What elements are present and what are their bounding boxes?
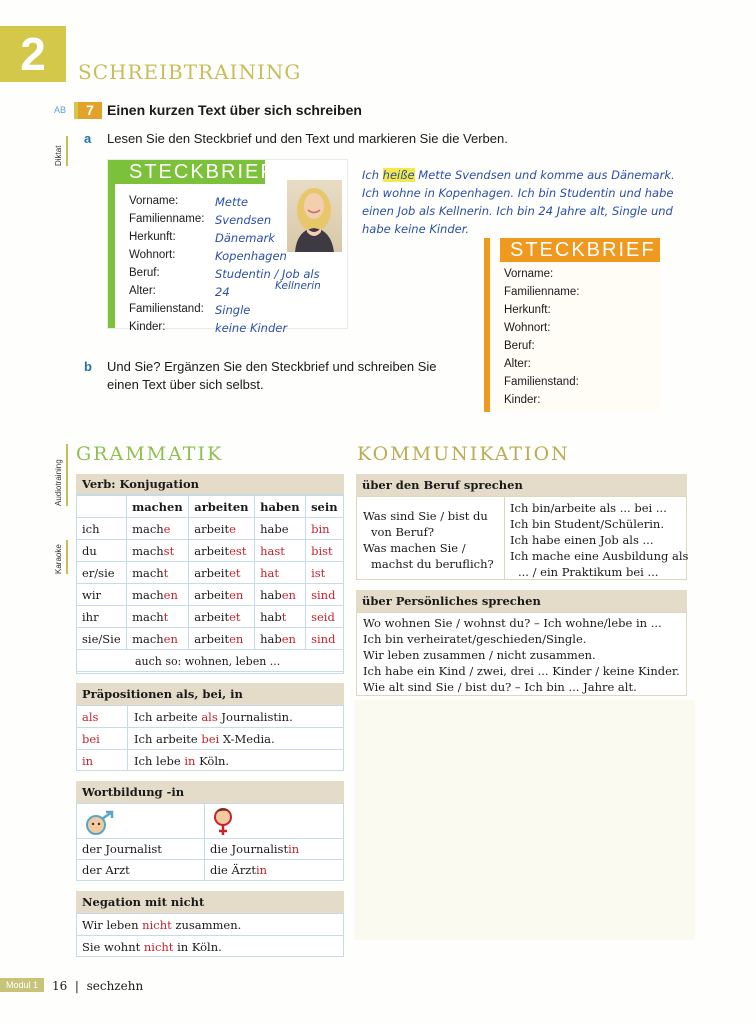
konjugation-title: Verb: Konjugation [76,474,344,494]
preposition-example: Ich arbeite als Journalistin. [134,710,293,724]
page-footer: 16 | sechzehn [52,979,144,993]
verb-form-cell: ist [306,562,344,584]
verb-form-cell: haben [255,628,306,650]
sb-value: Single [215,303,251,317]
negation-box [76,913,344,957]
verb-form-cell: habt [255,606,306,628]
verb-form-cell: machst [127,540,189,562]
negation-title: Negation mit nicht [76,891,344,913]
female-icon [211,806,237,843]
task-number: 7 [74,102,102,119]
sb-value: Studentin / Job als [215,267,320,281]
grammatik-heading: GRAMMATIK [76,443,224,465]
verb-form-cell: arbeite [189,518,255,540]
sb-value: keine Kinder [215,321,288,335]
verb-form-cell: sind [306,628,344,650]
konjugation-header-cell: haben [255,496,306,518]
steckbrief-title: STECKBRIEF [500,238,660,262]
sb-value: 24 [215,285,230,299]
sb-label: Kinder: [129,321,166,333]
sb-label: Alter: [504,358,531,370]
praepositionen-title: Präpositionen als, bei, in [76,683,344,705]
pronoun-cell: er/sie [77,562,127,584]
task-b-line2: einen Text über sich selbst. [107,377,264,392]
wortbildung-title: Wortbildung -in [76,781,344,803]
portrait-photo [287,180,342,252]
praepositionen-box [76,705,344,771]
konjugation-header-row [77,496,344,518]
verb-form-cell: macht [127,606,189,628]
handwritten-line-4: habe keine Kinder. [362,222,470,236]
verb-form-cell: sind [306,584,344,606]
task-b-line1: Und Sie? Ergänzen Sie den Steckbrief und schreiben Sie [107,359,437,374]
sb-label: Wohnort: [129,249,176,261]
table-row [77,628,344,650]
beruf-box [356,496,687,580]
wortbildung-right-0: die Journalistin [210,842,300,856]
verb-form-cell: machen [127,584,189,606]
verb-highlight: heiße [382,168,415,182]
konjugation-header-cell: sein [306,496,344,518]
sb-value: Svendsen [215,213,272,227]
verb-form-cell: arbeitest [189,540,255,562]
task-a-text: Lesen Sie den Steckbrief und den Text und markieren Sie die Verben. [107,131,508,146]
konjugation-header-cell: arbeiten [189,496,255,518]
verb-form-cell: arbeiten [189,628,255,650]
verb-form-cell: arbeiten [189,584,255,606]
konjugation-note: auch so: wohnen, leben ... [135,655,281,668]
pronoun-cell: ich [77,518,127,540]
verb-form-cell: macht [127,562,189,584]
task-title: Einen kurzen Text über sich schreiben [107,102,362,118]
preposition-label: in [82,754,94,768]
pronoun-cell: sie/Sie [77,628,127,650]
handwritten-line-1: Ich heiße Mette Svendsen und komme aus Dänemark. [362,168,675,182]
steckbrief-filled [108,160,347,335]
beruf-left: Was machen Sie / [363,541,466,555]
preposition-label: als [82,710,99,724]
beruf-right: Ich mache eine Ausbildung als [510,549,689,563]
sb-label: Beruf: [129,267,160,279]
konjugation-header-cell [77,496,127,518]
sb-value: Dänemark [215,231,275,245]
table-row [77,606,344,628]
verb-form-cell: machen [127,628,189,650]
beruf-right: ... / ein Praktikum bei ... [518,565,659,579]
chapter-number: 2 [0,26,66,82]
male-icon [85,810,119,841]
verb-form-cell: bist [306,540,344,562]
side-tab-audiotraining[interactable]: Audiotraining [54,444,68,506]
beruf-left: machst du beruflich? [371,557,494,571]
sb-value: Kellnerin [275,280,321,292]
page-word: sechzehn [86,979,144,993]
table-row [77,518,344,540]
table-row [77,562,344,584]
table-row [77,584,344,606]
persoenlich-line: Ich habe ein Kind / zwei, drei ... Kinder / keine Kinder. [363,664,680,678]
sb-label: Vorname: [504,268,554,280]
sb-label: Familienstand: [129,303,204,315]
beruf-left: von Beruf? [371,525,435,539]
verb-form-cell: arbeitet [189,562,255,584]
section-title: SCHREIBTRAINING [78,60,302,84]
wortbildung-left-0: der Journalist [82,842,162,856]
konjugation-table [76,495,344,672]
pronoun-cell: ihr [77,606,127,628]
verb-form-cell: haben [255,584,306,606]
wortbildung-right-1: die Ärztin [210,863,268,877]
sb-label: Familienname: [129,213,205,225]
konjugation-box [76,494,344,674]
beruf-right: Ich bin Student/Schülerin. [510,517,664,531]
konjugation-header-cell: machen [127,496,189,518]
beruf-left: Was sind Sie / bist du [363,509,488,523]
steckbrief-title: STECKBRIEF [115,160,265,184]
preposition-example: Ich lebe in Köln. [134,754,230,768]
preposition-label: bei [82,732,100,746]
task-a-letter: a [84,131,92,146]
verb-form-cell: mache [127,518,189,540]
page-number: 16 [52,979,68,993]
persoenlich-line: Wie alt sind Sie / bist du? – Ich bin ... Jahre alt. [363,680,637,694]
preposition-example: Ich arbeite bei X-Media. [134,732,275,746]
sb-value: Kopenhagen [215,249,287,263]
sb-label: Herkunft: [129,231,176,243]
sb-label: Beruf: [504,340,535,352]
verb-form-cell: habe [255,518,306,540]
table-row [77,540,344,562]
persoenlich-line: Ich bin verheiratet/geschieden/Single. [363,632,587,646]
task-b-letter: b [84,359,92,374]
sb-label: Wohnort: [504,322,551,334]
faded-bleedthrough-area [355,700,695,940]
pronoun-cell: du [77,540,127,562]
sb-label: Herkunft: [504,304,551,316]
side-tab-karaoke[interactable]: Karaoke [54,540,68,574]
verb-form-cell: bin [306,518,344,540]
beruf-right: Ich habe einen Job als ... [510,533,654,547]
sb-label: Familienname: [504,286,580,298]
verb-form-cell: hast [255,540,306,562]
ab-label: AB [54,105,67,115]
persoenlich-title: über Persönliches sprechen [356,590,687,612]
sb-label: Kinder: [504,394,541,406]
negation-row-1: Sie wohnt nicht in Köln. [82,940,222,954]
kommunikation-heading: KOMMUNIKATION [357,443,570,465]
persoenlich-line: Wo wohnen Sie / wohnst du? – Ich wohne/lebe in ... [363,616,662,630]
side-tab-diktat[interactable]: Diktat [54,136,68,166]
beruf-title: über den Beruf sprechen [356,474,687,496]
sb-label: Familienstand: [504,376,579,388]
handwritten-line-2: Ich wohne in Kopenhagen. Ich bin Studentin und habe [362,186,674,200]
persoenlich-box [356,612,687,696]
sb-label: Alter: [129,285,156,297]
beruf-right: Ich bin/arbeite als ... bei ... [510,501,667,515]
sb-label: Vorname: [129,195,179,207]
verb-form-cell: seid [306,606,344,628]
negation-row-0: Wir leben nicht zusammen. [82,918,242,932]
sb-value: Mette [215,195,249,209]
pronoun-cell: wir [77,584,127,606]
wortbildung-box [76,803,344,881]
modul-tab: Modul 1 [0,978,44,992]
wortbildung-left-1: der Arzt [82,863,130,877]
steckbrief-empty[interactable] [484,238,660,412]
verb-form-cell: arbeitet [189,606,255,628]
verb-form-cell: hat [255,562,306,584]
handwritten-line-3: einen Job als Kellnerin. Ich bin 24 Jahre alt, Single und [362,204,673,218]
persoenlich-line: Wir leben zusammen / nicht zusammen. [363,648,596,662]
